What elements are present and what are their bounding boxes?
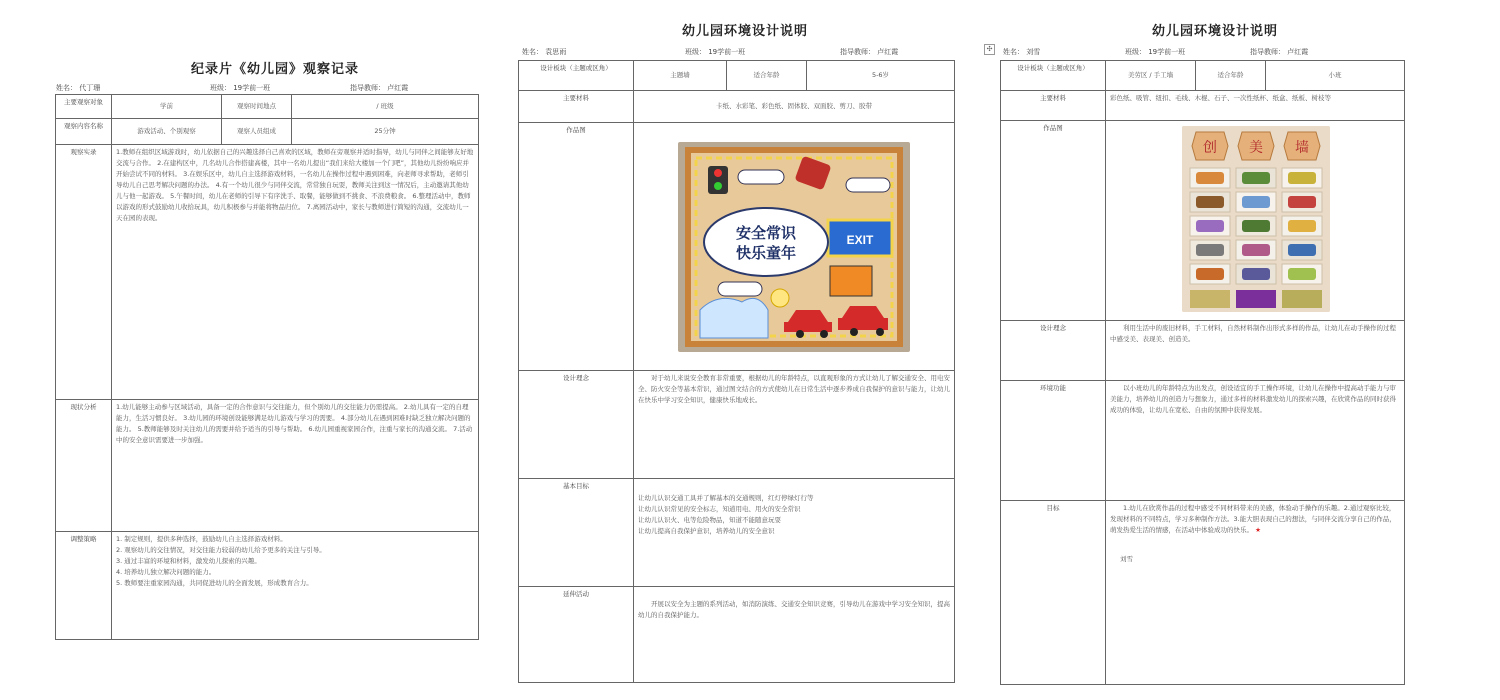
doc1-cell: 观察内容名称 bbox=[56, 119, 112, 145]
doc2-sketch-label: 作品图 bbox=[519, 123, 634, 371]
board-title-cloud bbox=[704, 208, 828, 276]
paragraph: 以小班幼儿的年龄特点为出发点，创设适宜的手工操作环境，让幼儿在操作中提高动手能力与审美能力，培养幼儿的创造力与想象力，通过多样的材料激发幼儿的探索兴趣，在欣赏作品的同时获得成功的体验，让幼儿在宽松、自由的氛围中获得发展。 bbox=[1110, 384, 1396, 414]
table-move-handle-icon[interactable]: ✣ bbox=[984, 44, 995, 55]
doc2-meta-class: 班级： 19学前一班 bbox=[685, 48, 746, 56]
doc1-advice-label: 调整策略 bbox=[56, 532, 112, 640]
craft-work bbox=[1242, 172, 1270, 184]
wheel bbox=[820, 330, 828, 338]
craft-work bbox=[1288, 172, 1316, 184]
safety-board-drawing bbox=[678, 142, 910, 352]
doc3-goal-text: 1.幼儿在欣赏作品的过程中感受不同材料带来的美感，体验动手操作的乐趣。2.通过观察比较，发现材料的不同特点，学习多种制作方法。3.能大胆表现自己的想法，与同伴交流分享自己的作品，萌发热爱生活的情感，在活动中体验成功的快乐。 bbox=[1110, 504, 1396, 534]
list-item: 5. 教师要注重家园沟通，共同促进幼儿的全面发展，形成教育合力。 bbox=[116, 579, 313, 587]
doc2-age-value: 5-6岁 bbox=[807, 61, 955, 91]
board-title-line1: 安全常识 bbox=[735, 224, 797, 242]
doc2-age-label: 适合年龄 bbox=[727, 61, 807, 91]
doc3-concept-label: 设计理念 bbox=[1001, 321, 1106, 381]
board-title-line2: 快乐童年 bbox=[735, 244, 797, 262]
paragraph bbox=[1110, 503, 1400, 536]
doc3-age-value: 小班 bbox=[1266, 61, 1405, 91]
exit-sign-text: EXIT bbox=[846, 233, 874, 247]
house-icon bbox=[830, 266, 872, 296]
doc1-title: 纪录片《幼儿园》观察记录 bbox=[190, 62, 359, 77]
paragraph: 利用生活中的废旧材料，手工材料，自然材料制作出形式多样的作品，让幼儿在动手操作的过程中感受美、表现美、创造美。 bbox=[1110, 324, 1396, 343]
handcraft-wall-photo bbox=[1182, 126, 1330, 312]
doc1-meta-teacher: 指导教师： 卢红霞 bbox=[350, 84, 409, 92]
doc1-record-text: 1.教师在组织区域游戏时，幼儿依据自己的兴趣选择自己喜欢的区域，教师在旁观察并适时指导，幼儿与同伴之间能够友好地交流与合作。 2.在建构区中，几名幼儿合作搭建高楼，其中一名幼儿提出“我们来给大楼加一个门吧”，其他幼儿纷纷响应并开始尝试不同的材料。 3.在娱乐区中，幼儿自主选择游戏材料，一名幼儿在操作过程中遇到困难，向老师寻求帮助，老师引导幼儿自己思考解决问题的办法。 4.有一个幼儿很少与同伴交流，常常独自玩耍，教师关注到这一情况后，主动邀请其他幼儿与他一起游戏。 5.午餐时间，幼儿在老师的引导下有序洗手、取餐，能够做到不挑食、不浪费粮食。 6.整理活动中，教师以游戏的形式鼓励幼儿收拾玩具，幼儿积极参与并能将物品归位。 7.离园活动中，家长与教师进行简短的沟通，交流幼儿一天在园的表现。 bbox=[112, 145, 479, 400]
craft-work bbox=[1196, 196, 1224, 208]
handcraft-wall-drawing bbox=[1182, 126, 1330, 312]
craft-work bbox=[1242, 196, 1270, 208]
doc3-meta-teacher: 指导教师： 卢红霞 bbox=[1250, 48, 1309, 56]
red-mark: ★ bbox=[1255, 526, 1261, 534]
craft-work bbox=[1196, 172, 1224, 184]
list-item: 4. 培养幼儿独立解决问题的能力。 bbox=[116, 568, 216, 576]
doc3-meta-name: 姓名： 刘雪 bbox=[1003, 48, 1041, 56]
doc2-meta-name: 姓名： 袁思雨 bbox=[522, 48, 567, 56]
list-item: 让幼儿认识常见的安全标志，知道用电、用火的安全常识 bbox=[638, 505, 801, 513]
doc3-goal-cell bbox=[1106, 501, 1405, 685]
doc2-extend-text bbox=[634, 587, 955, 683]
doc2-concept-text bbox=[634, 371, 955, 479]
doc3-material-value: 彩色纸、吸管、纽扣、毛线、木棍、石子、一次性纸杯、纸盒、纸板、树枝等 bbox=[1106, 91, 1405, 121]
doc1-table bbox=[55, 94, 479, 640]
wall-title-char: 美 bbox=[1249, 140, 1263, 156]
doc3-goal-label: 目标 bbox=[1001, 501, 1106, 685]
cloud-label bbox=[846, 178, 890, 192]
wall-title bbox=[1192, 132, 1320, 160]
doc2-concept-label: 设计理念 bbox=[519, 371, 634, 479]
craft-work bbox=[1242, 244, 1270, 256]
doc1-meta-name: 姓名： 代丁珊 bbox=[56, 84, 101, 92]
cloud-label bbox=[738, 170, 784, 184]
list-item: 让幼儿提高自我保护意识，培养幼儿的安全意识 bbox=[638, 527, 775, 535]
doc1-cell: 观察时间地点 bbox=[222, 95, 292, 119]
craft-work bbox=[1196, 268, 1224, 280]
doc2-theme-value: 主题墙 bbox=[634, 61, 727, 91]
list-item: 让幼儿认识交通工具并了解基本的交通规则，红灯停绿灯行等 bbox=[638, 494, 814, 502]
doc3-sketch-label: 作品图 bbox=[1001, 121, 1106, 321]
wall-title-char: 墙 bbox=[1295, 140, 1309, 156]
doc1-cell: 25分钟 bbox=[292, 119, 479, 145]
wheel bbox=[796, 330, 804, 338]
doc1-meta-class: 班级： 19学前一班 bbox=[210, 84, 271, 92]
doc2-extend-label: 延伸活动 bbox=[519, 587, 634, 683]
doc1-advice-list bbox=[112, 532, 479, 640]
craft-work bbox=[1242, 268, 1270, 280]
doc1-analysis-text: 1.幼儿能够主动参与区域活动，具备一定的合作意识与交往能力，但个别幼儿的交往能力仍需提高。 2.幼儿具有一定的自理能力，生活习惯良好。 3.幼儿园的环境创设能够满足幼儿游戏与学习的需要。 4.部分幼儿在遇到困难时缺乏独立解决问题的能力。 5.教师能够及时关注幼儿的需要并给予适当的引导与帮助。 6.幼儿园重视家园合作，注重与家长的沟通交流。 7.活动中的安全意识需要进一步加强。 bbox=[112, 400, 479, 532]
list-item: 3. 通过丰富的环境和材料，激发幼儿探索的兴趣。 bbox=[116, 557, 261, 565]
craft-work bbox=[1288, 268, 1316, 280]
list-item: 2. 观察幼儿的交往情况，对交往能力较弱的幼儿给予更多的关注与引导。 bbox=[116, 546, 326, 554]
doc1-cell: 主要观察对象 bbox=[56, 95, 112, 119]
list-item: 1. 制定规则，提供多种选择，鼓励幼儿自主选择游戏材料。 bbox=[116, 535, 287, 543]
doc3-effect-text bbox=[1106, 381, 1405, 501]
craft-work bbox=[1288, 220, 1316, 232]
sky-cloud bbox=[700, 298, 768, 338]
doc1-cell: 游戏活动、个别观察 bbox=[112, 119, 222, 145]
doc2-material-label: 主要材料 bbox=[519, 91, 634, 123]
craft-work bbox=[1242, 220, 1270, 232]
craft-work bbox=[1196, 244, 1224, 256]
doc3-age-label: 适合年龄 bbox=[1196, 61, 1266, 91]
safety-board-photo bbox=[678, 142, 910, 352]
paragraph: 对于幼儿来说安全教育非常重要，根据幼儿的年龄特点，以直观形象的方式让幼儿了解交通安全、用电安全、防火安全等基本常识，通过图文结合的方式使幼儿在日常生活中逐步养成自我保护的意识与能力，让幼儿在快乐中学习安全知识，健康快乐地成长。 bbox=[638, 374, 950, 404]
doc2-meta-teacher: 指导教师： 卢红霞 bbox=[840, 48, 899, 56]
craft-work bbox=[1288, 196, 1316, 208]
light-red bbox=[714, 169, 722, 177]
wall-title-char: 创 bbox=[1203, 140, 1217, 156]
doc1-record-label: 观察实录 bbox=[56, 145, 112, 400]
doc1-analysis-label: 现状分析 bbox=[56, 400, 112, 532]
doc3-title: 幼儿园环境设计说明 bbox=[1151, 24, 1278, 39]
doc1-cell: 学前 bbox=[112, 95, 222, 119]
doc2-theme-label: 设计板块（主题或区角） bbox=[519, 61, 634, 91]
doc3-concept-text bbox=[1106, 321, 1405, 381]
paragraph: 开展以安全为主题的系列活动，如消防演练、交通安全知识竞赛，引导幼儿在游戏中学习安全知识，提高幼儿的自我保护能力。 bbox=[638, 600, 950, 619]
doc3-theme-value: 美劳区 / 手工墙 bbox=[1106, 61, 1196, 91]
doc3-effect-label: 环境功能 bbox=[1001, 381, 1106, 501]
doc3-theme-label: 设计板块（主题或区角） bbox=[1001, 61, 1106, 91]
craft-work bbox=[1288, 244, 1316, 256]
bulb-icon bbox=[771, 289, 789, 307]
doc2-title: 幼儿园环境设计说明 bbox=[681, 24, 808, 39]
doc2-goal-label: 基本目标 bbox=[519, 479, 634, 587]
wheel bbox=[876, 328, 884, 336]
craft-panel bbox=[1282, 290, 1322, 308]
craft-work bbox=[1196, 220, 1224, 232]
doc2-goal-list bbox=[634, 479, 955, 587]
cloud-label bbox=[718, 282, 762, 296]
doc2-material-value: 卡纸、水彩笔、彩色纸、固体胶、双面胶、剪刀、胶带 bbox=[634, 91, 955, 123]
doc3-material-label: 主要材料 bbox=[1001, 91, 1106, 121]
doc1-cell: / 班级 bbox=[292, 95, 479, 119]
craft-panel bbox=[1190, 290, 1230, 308]
light-green bbox=[714, 182, 722, 190]
doc3-meta-class: 班级： 19学前一班 bbox=[1125, 48, 1186, 56]
craft-panel bbox=[1236, 290, 1276, 308]
list-item: 让幼儿认识火、电等危险物品，知道不能随意玩耍 bbox=[638, 516, 781, 524]
doc1-cell: 观察人员组成 bbox=[222, 119, 292, 145]
doc3-signature: 刘雪 bbox=[1120, 555, 1133, 563]
wheel bbox=[850, 328, 858, 336]
